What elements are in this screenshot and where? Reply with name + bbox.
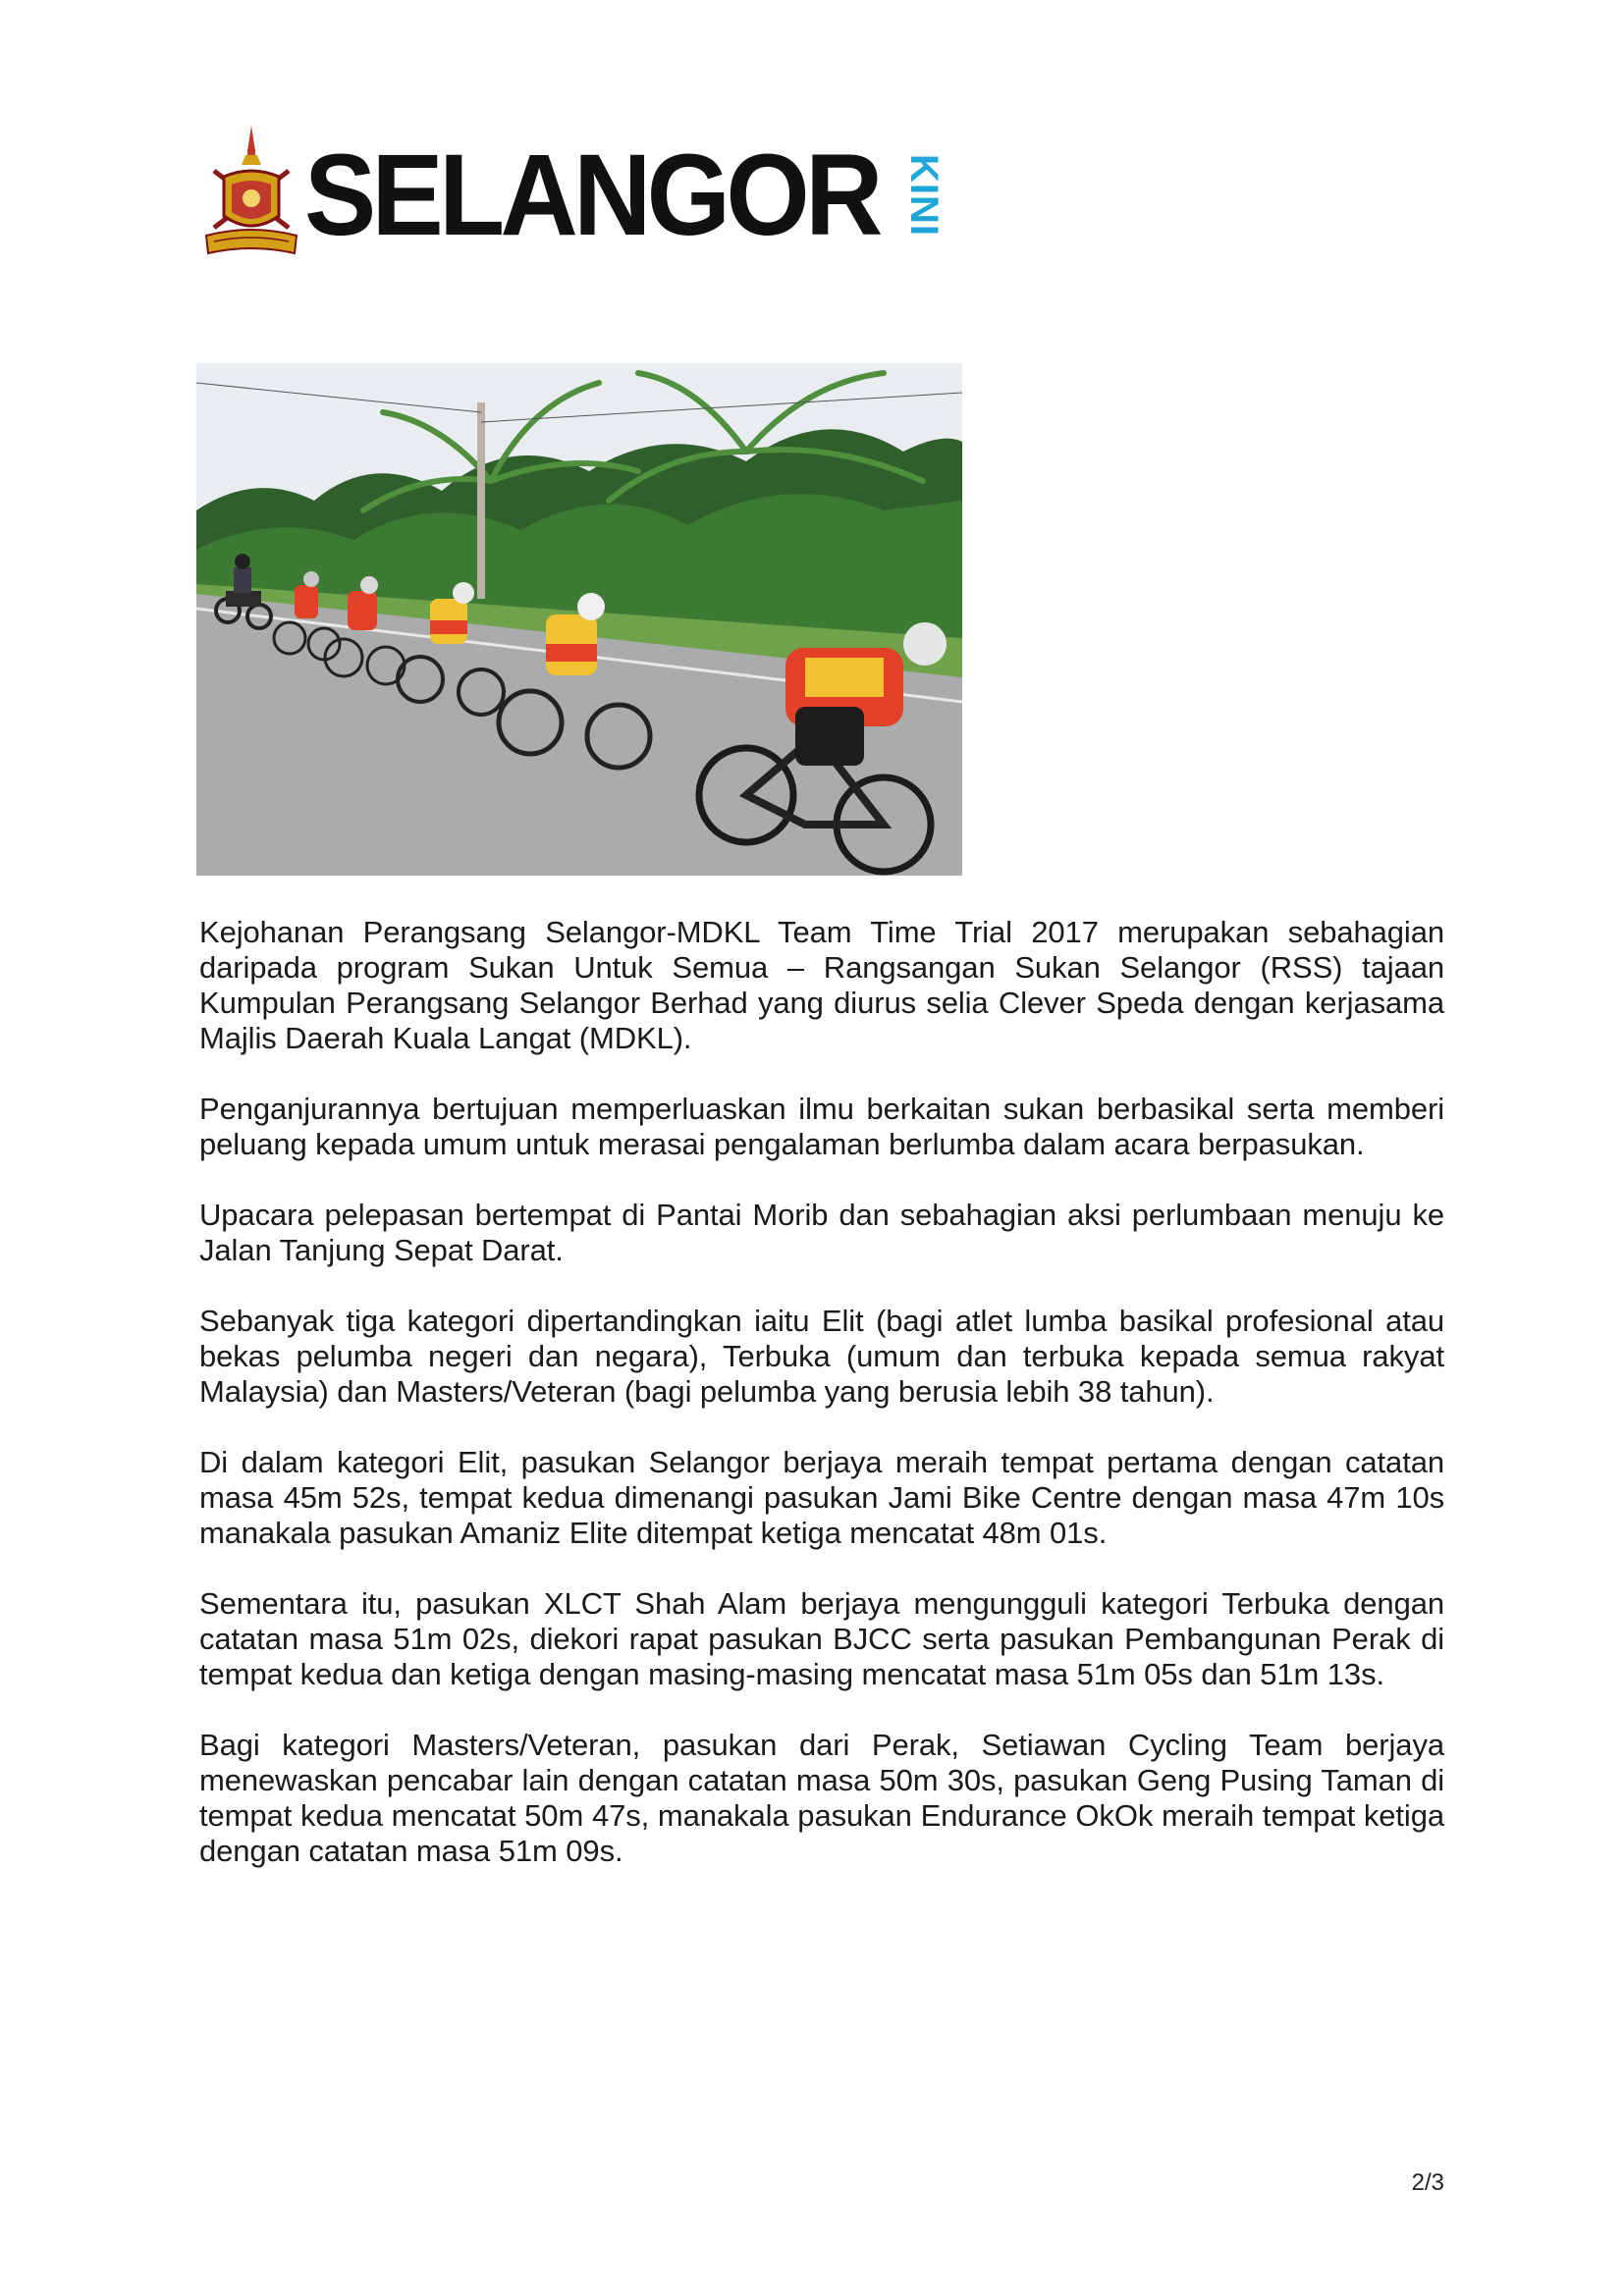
paragraph: Sebanyak tiga kategori dipertandingkan iaitu Elit (bagi atlet lumba basikal profesional atau bekas pelumba negeri dan negara), Terbuka (umum dan terbuka kepada semua rakyat Malaysia) dan Masters/Veteran (bagi pelumba yang berusia lebih 38 tahun). <box>199 1304 1444 1409</box>
paragraph: Penganjurannya bertujuan memperluaskan ilmu berkaitan sukan berbasikal serta memberi peluang kepada umum untuk merasai pengalaman berlumba dalam acara berpasukan. <box>199 1092 1444 1161</box>
logo-kini-tag: KINI <box>902 154 946 237</box>
paragraph: Di dalam kategori Elit, pasukan Selangor berjaya meraih tempat pertama dengan catatan masa 45m 52s, tempat kedua dimenangi pasukan Jami Bike Centre dengan masa 47m 10s manakala pasukan Amaniz Elite ditempat ketiga mencatat 48m 01s. <box>199 1445 1444 1550</box>
paragraph: Bagi kategori Masters/Veteran, pasukan dari Perak, Setiawan Cycling Team berjaya menewaskan pencabar lain dengan catatan masa 50m 30s, pasukan Geng Pusing Taman di tempat kedua mencatat 50m 47s, manakala pasukan Endurance OkOk meraih tempat ketiga dengan catatan masa 51m 09s. <box>199 1728 1444 1868</box>
cycling-race-illustration <box>196 363 962 876</box>
paragraph: Sementara itu, pasukan XLCT Shah Alam berjaya mengungguli kategori Terbuka dengan catatan masa 51m 02s, diekori rapat pasukan BJCC serta pasukan Pembangunan Perak di tempat kedua dan ketiga dengan masing-masing mencatat masa 51m 05s dan 51m 13s. <box>199 1586 1444 1691</box>
selangorkini-logo <box>196 126 962 263</box>
paragraph: Upacara pelepasan bertempat di Pantai Morib dan sebahagian aksi perlumbaan menuju ke Jalan Tanjung Sepat Darat. <box>199 1198 1444 1267</box>
logo-wordmark: SELANGOR <box>304 131 879 260</box>
cycling-race-photo <box>196 363 962 876</box>
selangor-crest-icon <box>196 126 306 259</box>
page-number: 2/3 <box>1411 2169 1444 2196</box>
paragraph: Kejohanan Perangsang Selangor-MDKL Team Time Trial 2017 merupakan sebahagian daripada program Sukan Untuk Semua – Rangsangan Sukan Selangor (RSS) tajaan Kumpulan Perangsang Selangor Berhad yang diurus selia Clever Speda dengan kerjasama Majlis Daerah Kuala Langat (MDKL). <box>199 915 1444 1055</box>
article-body <box>199 915 1444 1904</box>
